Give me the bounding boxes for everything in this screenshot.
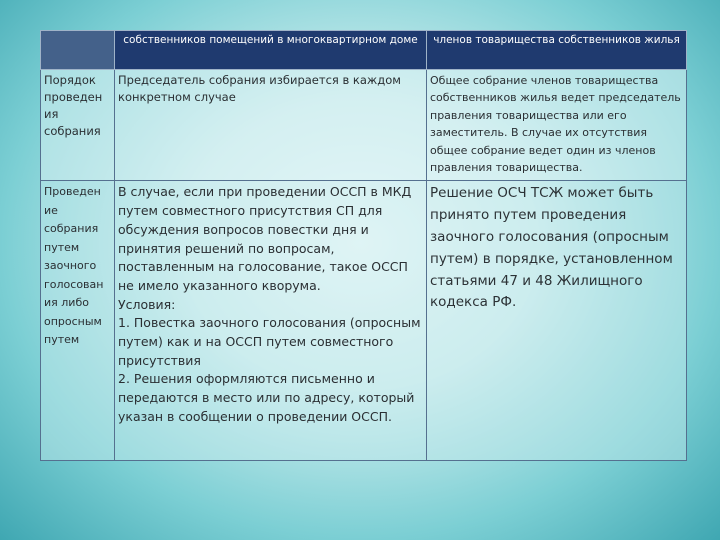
label-line: проведен (44, 90, 103, 104)
header-row (41, 31, 687, 70)
label-line: собрания (44, 222, 99, 236)
header-owners: собственников помещений в многоквартирном доме (115, 31, 427, 70)
row-label-absentee-voting (41, 181, 115, 461)
label-line: ия либо (44, 296, 89, 310)
label-line: путем (44, 333, 80, 347)
row-label-procedure (41, 70, 115, 181)
cell-hoa-absentee-voting: Решение ОСЧ ТСЖ может быть принято путем проведения заочного голосования (опросным путем) в порядке, установленном статьями 47 и 48 Жилищного кодекса РФ. (427, 181, 687, 461)
condition-1: 1. Повестка заочного голосования (опросным путем) как и на ОССП путем совместного присутствия (118, 315, 421, 368)
comparison-table (40, 30, 687, 461)
cell-owners-procedure: Председатель собрания избирается в каждом конкретном случае (115, 70, 427, 181)
intro-text: В случае, если при проведении ОССП в МКД путем совместного присутствия СП для обсуждения вопросов повестки дня и принятия решений по вопросам, поставленным на голосование, такое ОССП не имело указанного кворума. (118, 184, 412, 293)
condition-2: 2. Решения оформляются письменно и передаются в место или по адресу, который указан в сообщении о проведении ОССП. (118, 371, 415, 424)
header-empty-cell (41, 31, 115, 70)
label-line: голосован (44, 277, 104, 291)
label-line: заочного (44, 259, 97, 273)
table-row (41, 70, 687, 181)
label-line: Проведен (44, 185, 101, 199)
cell-hoa-procedure: Общее собрание членов товарищества собственников жилья ведет председатель правления товарищества или его заместитель. В случае их отсутствия общее собрание ведет один из членов правления товарищества. (427, 70, 687, 181)
label-line: Порядок (44, 73, 96, 87)
label-line: путем (44, 240, 80, 254)
label-line: ие (44, 203, 58, 217)
label-line: опросным (44, 314, 102, 328)
cell-owners-absentee-voting (115, 181, 427, 461)
header-hoa-members: членов товарищества собственников жилья (427, 31, 687, 70)
label-line: ия (44, 107, 59, 121)
table-row (41, 181, 687, 461)
conditions-heading: Условия: (118, 296, 176, 312)
label-line: собрания (44, 124, 101, 138)
